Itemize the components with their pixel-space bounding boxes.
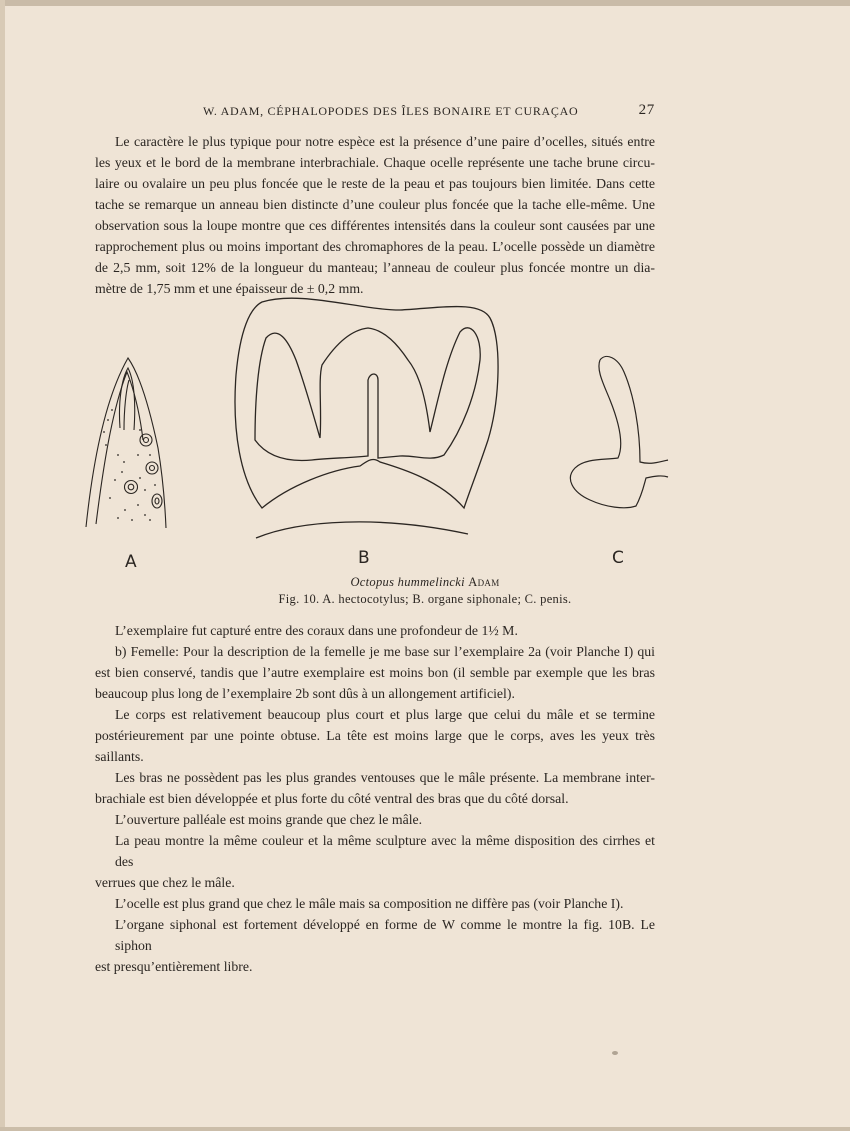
running-title: W. ADAM, CÉPHALOPODES DES ÎLES BONAIRE ET CURAÇAO bbox=[203, 104, 579, 118]
text-line: L’ocelle est plus grand que chez le mâle mais sa composition ne diffère pas (voir Planche I). bbox=[115, 896, 624, 911]
page-number: 27 bbox=[638, 102, 655, 118]
hectocotylus-drawing bbox=[86, 358, 166, 528]
page-bottom-edge bbox=[0, 1127, 850, 1131]
body-text bbox=[95, 620, 655, 977]
text-line: L’organe siphonal est fortement développé en forme de W comme le montre la fig. 10B. Le siphon bbox=[115, 917, 655, 953]
figure-label-b: B bbox=[358, 548, 370, 568]
text-line: est bien conservé, tandis que l’autre exemplaire est moins bon (il semble par exemple que les bras bbox=[95, 665, 655, 680]
paragraph-ocelles bbox=[95, 131, 655, 299]
siphonal-organ-drawing bbox=[235, 298, 498, 538]
text-line: L’ouverture palléale est moins grande que chez le mâle. bbox=[115, 812, 423, 827]
text-line: les yeux et le bord de la membrane interbrachiale. Chaque ocelle représente une tache brune circu- bbox=[95, 155, 655, 170]
text-line: La peau montre la même couleur et la même sculpture avec la même disposition des cirrhes et des bbox=[115, 833, 655, 869]
figure-label-c: C bbox=[612, 548, 624, 568]
text-line: tache se remarque un anneau bien distincte d’une couleur plus foncée que la tache elle-même. Une bbox=[95, 197, 655, 212]
text-line: postérieurement par une pointe obtuse. La tête est moins large que le corps, aves les yeux très bbox=[95, 728, 655, 743]
caption-author: Adam bbox=[468, 575, 500, 589]
text-line: beaucoup plus long de l’exemplaire 2b sont dûs à un allongement artificiel). bbox=[95, 686, 515, 701]
text-line: rapprochement plus ou moins important des chromaphores de la peau. L’ocelle possède un diamètre bbox=[95, 239, 655, 254]
paper-speck bbox=[612, 1051, 618, 1055]
page-left-edge bbox=[0, 0, 5, 1131]
figure-caption-species bbox=[95, 575, 755, 590]
text-line: est presqu’entièrement libre. bbox=[95, 959, 253, 974]
text-line: Les bras ne possèdent pas les plus grandes ventouses que le mâle présente. La membrane inter- bbox=[115, 770, 655, 785]
text-line: saillants. bbox=[95, 749, 144, 764]
penis-drawing bbox=[570, 356, 668, 507]
text-line: b) Femelle: Pour la description de la femelle je me base sur l’exemplaire 2a (voir Planche I) qui bbox=[115, 644, 655, 659]
text-line: Le caractère le plus typique pour notre espèce est la présence d’une paire d’ocelles, situés entre bbox=[115, 134, 655, 149]
text-line: de 2,5 mm, soit 12% de la longueur du manteau; l’anneau de couleur plus foncée montre un dia- bbox=[95, 260, 655, 275]
text-line: L’exemplaire fut capturé entre des coraux dans une profondeur de 1½ M. bbox=[115, 623, 518, 638]
caption-species-name: Octopus hummelincki bbox=[350, 575, 465, 589]
text-line: brachiale est bien développée et plus forte du côté ventral des bras que du côté dorsal. bbox=[95, 791, 569, 806]
figure-label-a: A bbox=[125, 552, 137, 572]
text-line: observation sous la loupe montre que ces différentes intensités dans la couleur sont causées par une bbox=[95, 218, 655, 233]
text-line: verrues que chez le mâle. bbox=[95, 875, 235, 890]
text-line: mètre de 1,75 mm et une épaisseur de ± 0,2 mm. bbox=[95, 281, 364, 296]
page-top-edge bbox=[0, 0, 850, 6]
figure-caption: Fig. 10. A. hectocotylus; B. organe siphonale; C. penis. bbox=[278, 592, 572, 606]
text-line: Le corps est relativement beaucoup plus court et plus large que celui du mâle et se termine bbox=[115, 707, 655, 722]
text-line: laire ou ovalaire un peu plus foncée que le reste de la peau et pas toujours bien limitée. Dans cette bbox=[95, 176, 655, 191]
